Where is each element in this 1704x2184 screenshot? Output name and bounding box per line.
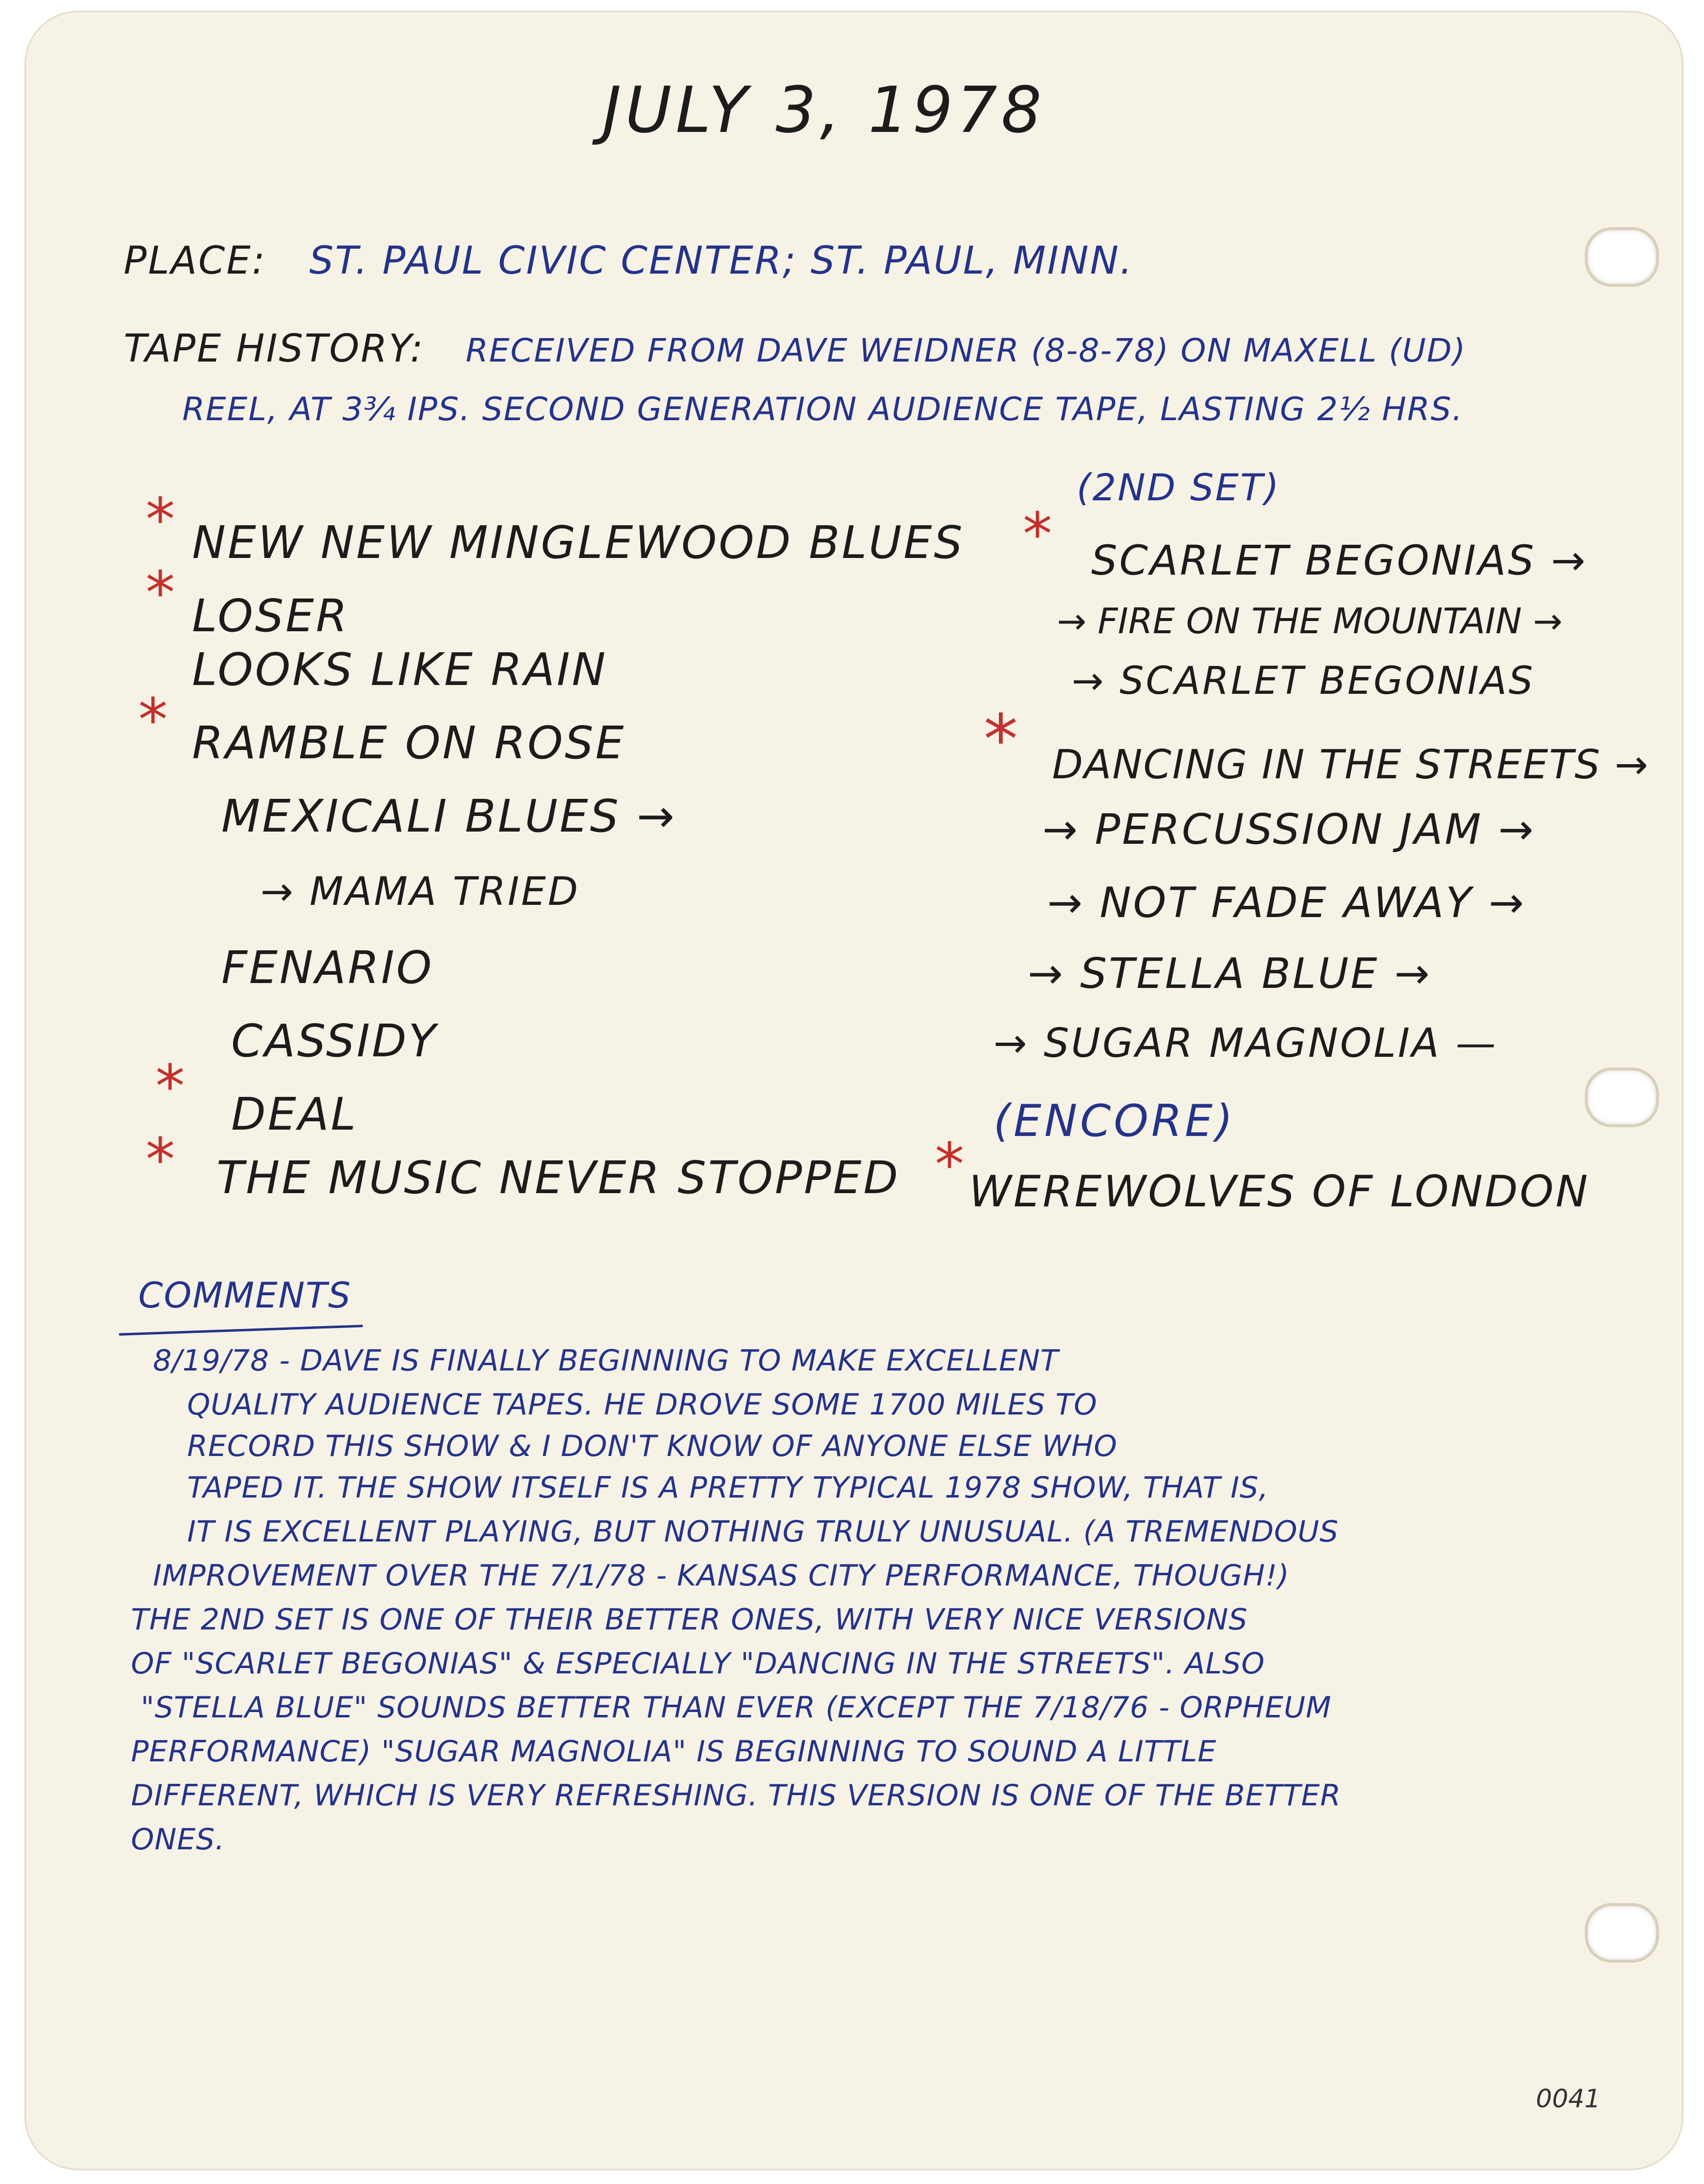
set1-song-6: → MAMA TRIED (260, 869, 580, 914)
notebook-page (24, 11, 1683, 2170)
set2-song-1: SCARLET BEGONIAS → (1091, 536, 1588, 584)
set1-song-1: NEW NEW MINGLEWOOD BLUES (192, 516, 965, 569)
comment-line-8: OF "SCARLET BEGONIAS" & ESPECIALLY "DANCING IN THE STREETS". ALSO (131, 1647, 1265, 1681)
binder-hole-bottom (1585, 1903, 1659, 1963)
set1-star-1: * (146, 486, 175, 554)
set1-song-2: LOSER (192, 590, 349, 642)
encore-star: * (935, 1131, 964, 1199)
set1-song-3: LOOKS LIKE RAIN (192, 643, 608, 696)
set1-star-9: * (155, 1053, 185, 1121)
place-label: PLACE: (124, 239, 266, 283)
set1-song-4: RAMBLE ON ROSE (192, 717, 626, 769)
comment-line-12: ONES. (131, 1822, 225, 1857)
comments-underline (119, 1325, 363, 1335)
binder-hole-top (1585, 227, 1659, 287)
comment-line-1: 8/19/78 - DAVE IS FINALLY BEGINNING TO MAKE EXCELLENT (153, 1344, 1059, 1378)
set1-star-2: * (146, 559, 175, 627)
set1-song-7: FENARIO (221, 942, 434, 994)
encore-label: (ENCORE) (993, 1095, 1236, 1147)
set2-song-3: → SCARLET BEGONIAS (1072, 659, 1535, 703)
set1-song-9: DEAL (231, 1088, 358, 1140)
set1-star-4: * (138, 686, 168, 754)
set2-star-4: * (984, 700, 1018, 780)
comment-line-11: DIFFERENT, WHICH IS VERY REFRESHING. THIS VERSION IS ONE OF THE BETTER (131, 1778, 1341, 1813)
encore-song: WEREWOLVES OF LONDON (969, 1166, 1590, 1217)
set1-song-8: CASSIDY (231, 1015, 438, 1067)
set1-song-10: THE MUSIC NEVER STOPPED (216, 1152, 900, 1204)
set2-song-2: → FIRE ON THE MOUNTAIN → (1057, 600, 1563, 642)
comment-line-5: IT IS EXCELLENT PLAYING, BUT NOTHING TRULY UNUSUAL. (A TREMENDOUS (187, 1515, 1339, 1549)
set2-song-4: DANCING IN THE STREETS → (1052, 742, 1649, 788)
comments-label: COMMENTS (138, 1275, 352, 1316)
set2-song-5: → PERCUSSION JAM → (1042, 805, 1535, 854)
set2-star-1: * (1023, 501, 1052, 569)
set2-song-6: → NOT FADE AWAY → (1047, 878, 1526, 927)
comment-line-3: RECORD THIS SHOW & I DON'T KNOW OF ANYONE ELSE WHO (187, 1429, 1118, 1463)
comment-line-4: TAPED IT. THE SHOW ITSELF IS A PRETTY TYPICAL 1978 SHOW, THAT IS, (187, 1471, 1269, 1505)
binder-hole-middle (1585, 1068, 1659, 1127)
comment-line-10: PERFORMANCE) "SUGAR MAGNOLIA" IS BEGINNING TO SOUND A LITTLE (131, 1734, 1217, 1769)
set1-star-10: * (146, 1126, 175, 1194)
set1-song-5: MEXICALI BLUES → (221, 790, 677, 842)
set2-song-7: → STELLA BLUE → (1028, 949, 1432, 998)
set2-label: (2ND SET) (1077, 466, 1280, 509)
tape-history-label: TAPE HISTORY: (124, 327, 425, 371)
place-value: ST. PAUL CIVIC CENTER; ST. PAUL, MINN. (309, 239, 1134, 283)
page-number: 0041 (1536, 2084, 1601, 2114)
page-date: JULY 3, 1978 (603, 73, 1046, 147)
comment-line-9: "STELLA BLUE" SOUNDS BETTER THAN EVER (EXCEPT THE 7/18/76 - ORPHEUM (141, 1691, 1332, 1725)
tape-history-line1: RECEIVED FROM DAVE WEIDNER (8-8-78) ON MAXELL (UD) (466, 332, 1467, 369)
comment-line-6: IMPROVEMENT OVER THE 7/1/78 - KANSAS CITY PERFORMANCE, THOUGH!) (153, 1559, 1290, 1593)
set2-song-8: → SUGAR MAGNOLIA — (993, 1020, 1498, 1067)
tape-history-line2: REEL, AT 3¾ IPS. SECOND GENERATION AUDIENCE TAPE, LASTING 2½ HRS. (182, 390, 1464, 428)
comment-line-2: QUALITY AUDIENCE TAPES. HE DROVE SOME 1700 MILES TO (187, 1388, 1098, 1422)
comment-line-7: THE 2ND SET IS ONE OF THEIR BETTER ONES, WITH VERY NICE VERSIONS (131, 1603, 1248, 1637)
